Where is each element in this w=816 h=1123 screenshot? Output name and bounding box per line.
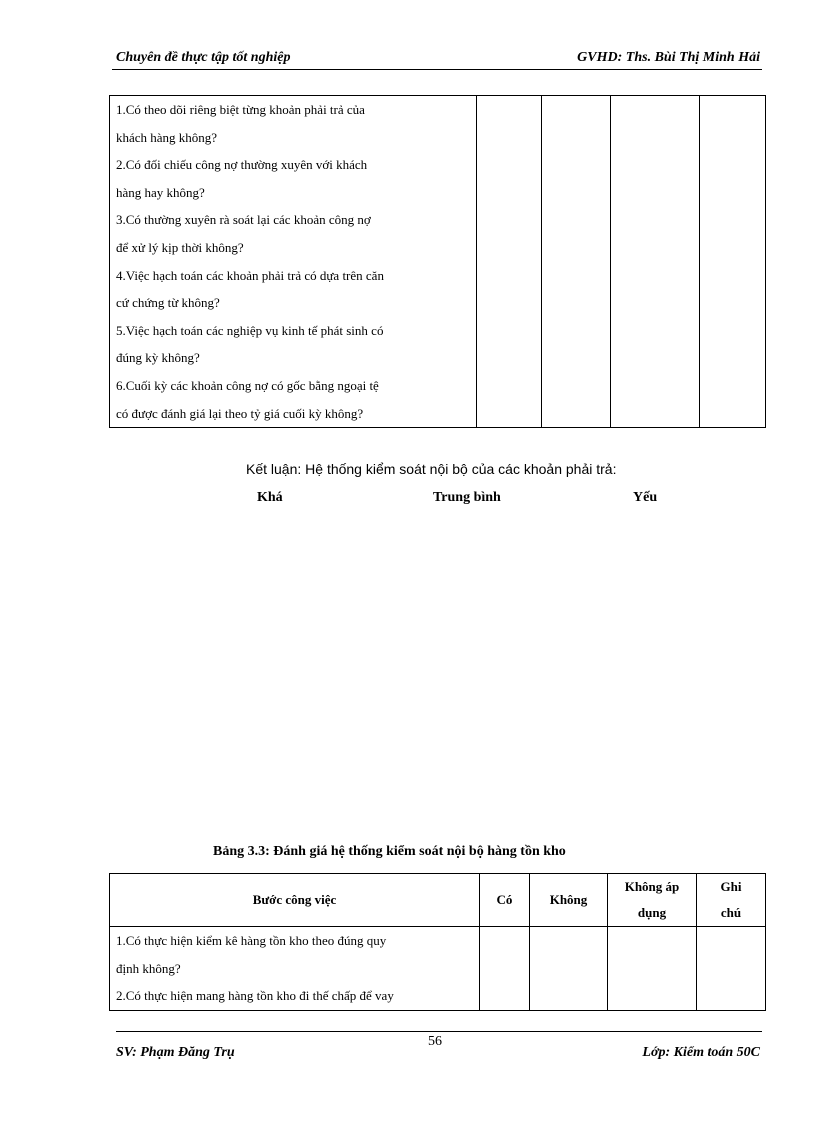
question-line: 1.Có theo dõi riêng biệt từng khoản phải trả của: [116, 102, 365, 117]
header-note-line: Ghi: [720, 879, 742, 894]
header-no: Không: [530, 874, 608, 927]
header-note-line: chú: [720, 905, 742, 920]
question-line: định không?: [116, 960, 181, 976]
header-na-line: Không áp: [624, 879, 680, 894]
table-caption: Bảng 3.3: Đánh giá hệ thống kiểm soát nội bộ hàng tồn kho: [213, 844, 566, 859]
header-yes: Có: [480, 874, 530, 927]
no-cell[interactable]: [542, 96, 611, 428]
payables-checklist-table: [109, 95, 766, 428]
question-cell: [110, 927, 480, 1011]
page-number: 56: [428, 1034, 442, 1049]
question-line: 4.Việc hạch toán các khoản phải trả có dựa trên căn: [116, 267, 384, 283]
not-applicable-cell[interactable]: [611, 96, 700, 428]
no-cell[interactable]: [530, 927, 608, 1011]
table-row: [110, 96, 766, 428]
question-line: 2.Có đối chiếu công nợ thường xuyên với khách: [116, 157, 368, 173]
footer-class: Lớp: Kiểm toán 50C: [642, 1045, 760, 1060]
header-supervisor: GVHD: Ths. Bùi Thị Minh Hải: [577, 50, 760, 65]
option-kha: Khá: [257, 490, 283, 505]
question-line: 5.Việc hạch toán các nghiệp vụ kinh tế phát sinh có: [116, 322, 384, 338]
conclusion-text: Kết luận: Hệ thống kiểm soát nội bộ của các khoản phải trả:: [246, 461, 617, 477]
header-divider: [112, 69, 762, 70]
header-na-line: dụng: [637, 905, 667, 920]
yes-cell[interactable]: [477, 96, 542, 428]
header-title: Chuyên đề thực tập tốt nghiệp: [116, 50, 291, 65]
note-cell[interactable]: [697, 927, 766, 1011]
table-row: [110, 927, 766, 1011]
question-cell: [110, 96, 477, 428]
question-line: có được đánh giá lại theo tỷ giá cuối kỳ không?: [116, 405, 364, 421]
footer-divider: [116, 1031, 762, 1032]
yes-cell[interactable]: [480, 927, 530, 1011]
table-header-row: [110, 874, 766, 927]
question-line: 2.Có thực hiện mang hàng tồn kho đi thế chấp để vay: [116, 988, 394, 1004]
footer-student: SV: Phạm Đăng Trụ: [116, 1045, 235, 1060]
inventory-control-table: [109, 873, 766, 1011]
not-applicable-cell[interactable]: [608, 927, 697, 1011]
question-line: để xử lý kịp thời không?: [116, 239, 244, 255]
question-line: 3.Có thường xuyên rà soát lại các khoản công nợ: [116, 212, 371, 228]
header-step: Bước công việc: [110, 874, 480, 927]
note-cell[interactable]: [700, 96, 766, 428]
header-note: [697, 874, 766, 927]
question-line: cứ chứng từ không?: [116, 295, 220, 311]
question-line: hàng hay không?: [116, 184, 205, 200]
question-line: 1.Có thực hiện kiểm kê hàng tồn kho theo đúng quy: [116, 933, 387, 948]
question-line: khách hàng không?: [116, 129, 218, 145]
option-yeu: Yếu: [633, 490, 658, 505]
question-line: đúng kỳ không?: [116, 350, 200, 366]
option-trung-binh: Trung bình: [433, 490, 501, 505]
header-not-applicable: [608, 874, 697, 927]
question-line: 6.Cuối kỳ các khoản công nợ có gốc bằng ngoại tệ: [116, 377, 379, 393]
